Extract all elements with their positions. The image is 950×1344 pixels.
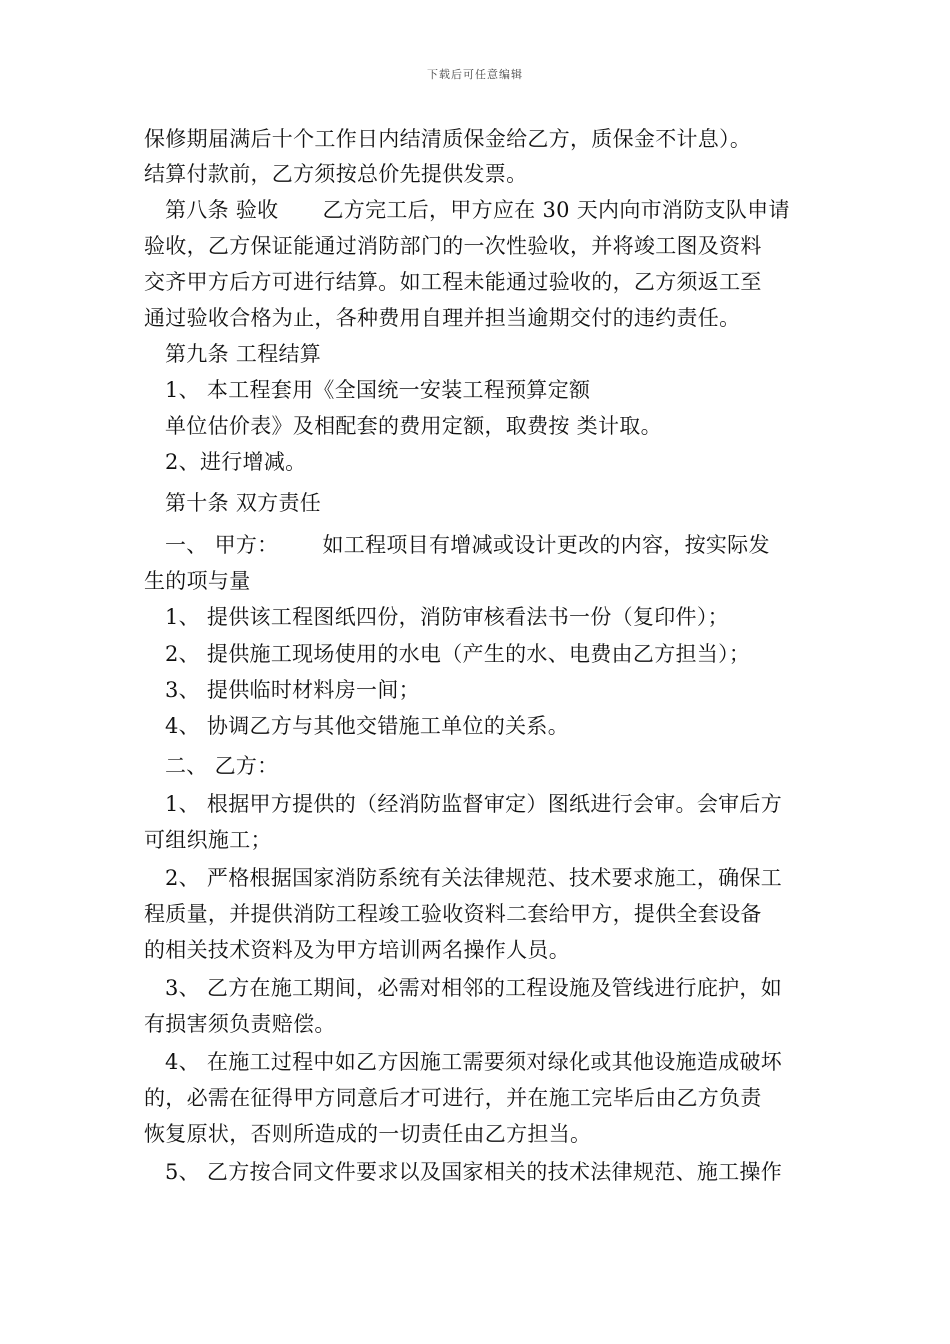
text-line: 的相关技术资料及为甲方培训两名操作人员。: [144, 938, 570, 962]
text-line: 2、进行增减。: [165, 450, 307, 474]
text-line: 验收，乙方保证能通过消防部门的一次性验收，并将竣工图及资料: [144, 234, 762, 258]
text-line: 可组织施工；: [144, 828, 272, 852]
text-line: 1、 根据甲方提供的（经消防监督审定）图纸进行会审。会审后方: [165, 792, 783, 816]
text-line: 通过验收合格为止，各种费用自理并担当逾期交付的违约责任。: [144, 306, 741, 330]
party-heading: 二、 乙方：: [165, 754, 279, 778]
text-line: 4、 在施工过程中如乙方因施工需要须对绿化或其他设施造成破坏: [165, 1050, 783, 1074]
text-line: 2、 提供施工现场使用的水电（产生的水、电费由乙方担当）；: [165, 642, 751, 666]
article-heading: 第十条 双方责任: [165, 491, 322, 515]
article-heading: 第八条 验收: [165, 198, 279, 222]
text-line: 的，必需在征得甲方同意后才可进行，并在施工完毕后由乙方负责: [144, 1086, 762, 1110]
text-line: 1、 本工程套用《全国统一安装工程预算定额: [165, 378, 591, 402]
text-line: 单位估价表》及相配套的费用定额，取费按 类计取。: [165, 414, 662, 438]
text-line: 1、 提供该工程图纸四份，消防审核看法书一份（复印件）；: [165, 605, 729, 629]
article-heading: 第九条 工程结算: [165, 342, 322, 366]
text-line: 3、 乙方在施工期间，必需对相邻的工程设施及管线进行庇护，如: [165, 976, 783, 1000]
text-line: 程质量，并提供消防工程竣工验收资料二套给甲方，提供全套设备: [144, 902, 762, 926]
party-heading: 一、 甲方：: [165, 533, 279, 557]
text-line: 3、 提供临时材料房一间；: [165, 678, 420, 702]
text-line: [165, 531, 770, 559]
text-line: 5、 乙方按合同文件要求以及国家相关的技术法律规范、施工操作: [165, 1160, 783, 1184]
text-line: 生的项与量: [144, 569, 251, 593]
text-line: 4、 协调乙方与其他交错施工单位的关系。: [165, 714, 570, 738]
text-line: 结算付款前，乙方须按总价先提供发票。: [144, 162, 528, 186]
party-text: 如工程项目有增减或设计更改的内容，按实际发: [322, 533, 770, 557]
text-line: 交齐甲方后方可进行结算。如工程未能通过验收的，乙方须返工至: [144, 270, 762, 294]
text-line: [165, 196, 790, 224]
page-header: 下载后可任意编辑: [427, 68, 523, 81]
text-line: 保修期届满后十个工作日内结清质保金给乙方，质保金不计息）。: [144, 127, 752, 151]
text-line: 2、 严格根据国家消防系统有关法律规范、技术要求施工，确保工: [165, 866, 783, 890]
text-line: 恢复原状，否则所造成的一切责任由乙方担当。: [144, 1122, 592, 1146]
article-text: 乙方完工后，甲方应在 30 天内向市消防支队申请: [322, 198, 790, 222]
text-line: 有损害须负责赔偿。: [144, 1012, 336, 1036]
